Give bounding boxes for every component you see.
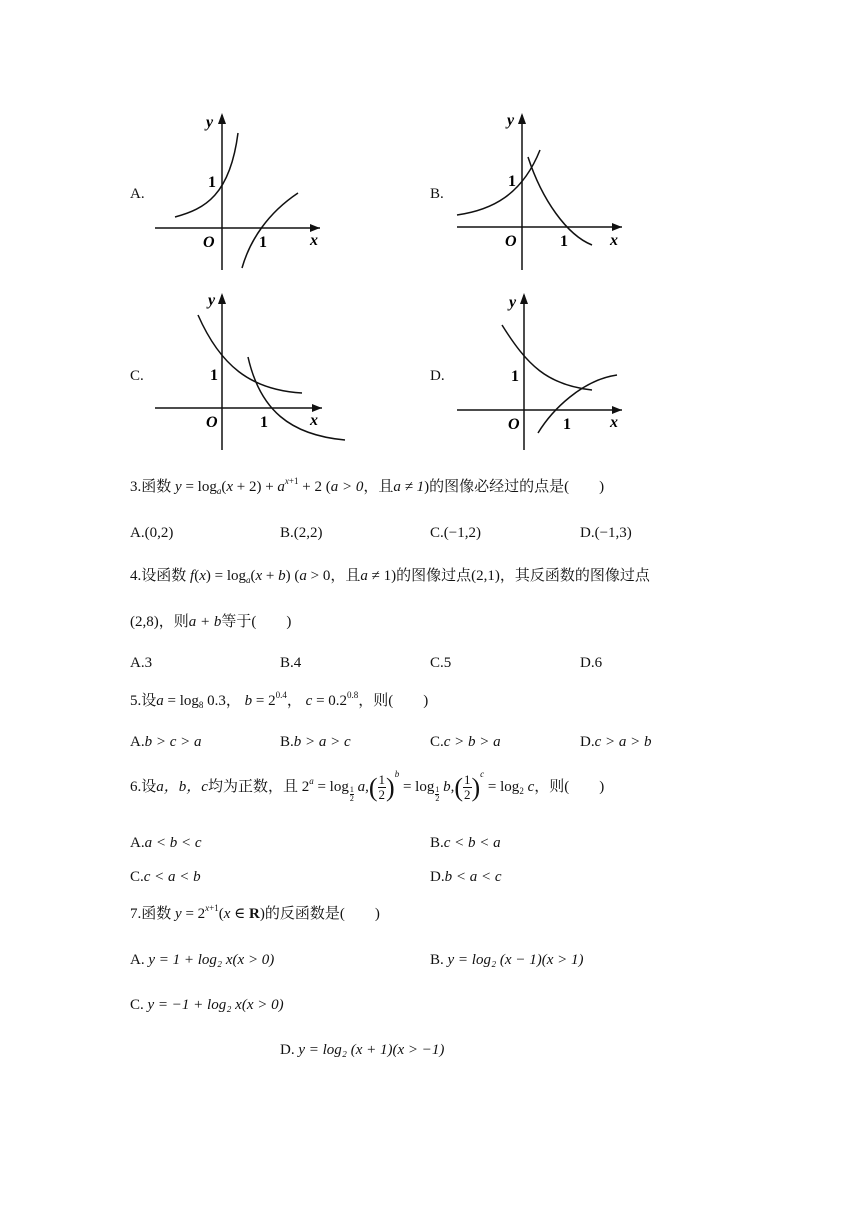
graph-d	[452, 285, 632, 455]
q4-option-b[interactable]: B.4	[280, 655, 302, 671]
q7-option-c[interactable]: C. y = −1 + log₂ x(x > 0)	[130, 997, 284, 1013]
svg-text:x: x	[610, 232, 618, 249]
svg-text:1: 1	[508, 173, 516, 190]
svg-text:y: y	[208, 292, 216, 309]
question-3: 3.函数 $y = \log_a(x + 2) + a^{x+1} + 2$ (a > 0，且a ≠ 1)的图像必经过的点是( )	[130, 476, 605, 496]
q6-option-d[interactable]: D.b < a < c	[430, 869, 502, 885]
q5-option-a[interactable]: A.b > c > a	[130, 734, 202, 750]
svg-text:1: 1	[563, 416, 571, 433]
q4-option-c[interactable]: C.5	[430, 655, 452, 671]
question-7: 7.函数 $y = 2^{x+1}(x$ ∈ R)的反函数是( )	[130, 903, 380, 922]
graph-label-c: C.	[130, 368, 144, 384]
svg-text:y: y	[507, 112, 515, 129]
graph-b	[452, 105, 632, 275]
question-4-line1: 4.设函数 $f(x) = \log_a(x + b) (a > 0$，且a ≠ 1)的图像过点(2,1)，其反函数的图像过点	[130, 568, 650, 585]
svg-text:O: O	[505, 233, 517, 250]
question-5: 5.设$a = \log_8 0.3$， $b = 2^{0.4}$， $c = 0.2^{0.8}$，则( )	[130, 690, 429, 710]
svg-text:O: O	[206, 414, 218, 431]
svg-text:x: x	[610, 414, 618, 431]
graph-c	[150, 285, 350, 455]
graph-label-b: B.	[430, 186, 444, 202]
q7-option-b[interactable]: B. y = log₂ (x − 1)(x > 1)	[430, 952, 584, 968]
q4-option-d[interactable]: D.6	[580, 655, 603, 671]
svg-text:1: 1	[560, 233, 568, 250]
origin-label: O	[203, 234, 215, 251]
graph-a	[150, 105, 330, 275]
svg-text:1: 1	[210, 367, 218, 384]
svg-text:1: 1	[511, 368, 519, 385]
q5-option-d[interactable]: D.c > a > b	[580, 734, 652, 750]
question-6: 6.设a，b，c均为正数，且 $2^a = \log$ $\frac{1}{2}$ a,( $\frac{1}{2}$ )$^b$ = log $\frac{1}{2}$ b,( $\frac{1}{2}$ )$^c = \log_2 c$，则( )	[130, 769, 605, 804]
question-4-line2: (2,8)，则a + b等于( )	[130, 614, 292, 630]
x-axis-label: x	[310, 232, 318, 249]
x-tick-label: 1	[259, 234, 267, 251]
q5-option-c[interactable]: C.c > b > a	[430, 734, 501, 750]
q3-option-a[interactable]: A.(0,2)	[130, 525, 174, 541]
svg-text:y: y	[509, 294, 517, 311]
q4-option-a[interactable]: A.3	[130, 655, 153, 671]
svg-text:O: O	[508, 416, 520, 433]
y-tick-label: 1	[208, 174, 216, 191]
graph-label-d: D.	[430, 368, 445, 384]
graph-label-a: A.	[130, 186, 145, 202]
q3-option-d[interactable]: D.(−1,3)	[580, 525, 632, 541]
svg-text:1: 1	[260, 414, 268, 431]
q6-option-a[interactable]: A.a < b < c	[130, 835, 202, 851]
q3-option-c[interactable]: C.(−1,2)	[430, 525, 481, 541]
y-axis-label: y	[206, 114, 214, 131]
svg-text:x: x	[310, 412, 318, 429]
q7-option-d[interactable]: D. y = log₂ (x + 1)(x > −1)	[280, 1042, 445, 1058]
q5-option-b[interactable]: B.b > a > c	[280, 734, 351, 750]
q6-option-c[interactable]: C.c < a < b	[130, 869, 201, 885]
q3-option-b[interactable]: B.(2,2)	[280, 525, 323, 541]
q7-option-a[interactable]: A. y = 1 + log₂ x(x > 0)	[130, 952, 275, 968]
q6-option-b[interactable]: B.c < b < a	[430, 835, 501, 851]
